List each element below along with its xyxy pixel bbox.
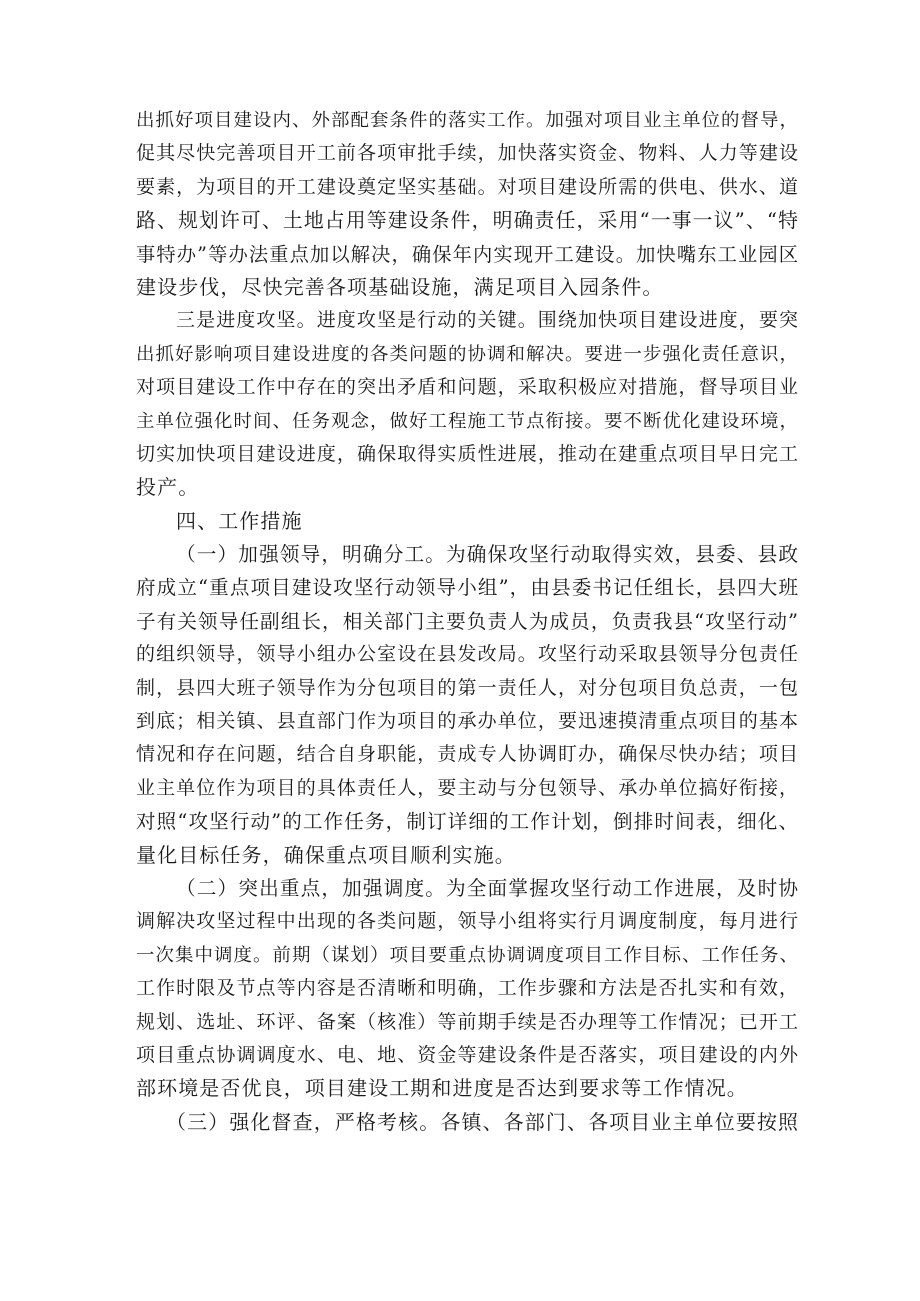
text-line: 对项目建设工作中存在的突出矛盾和问题，采取积极应对措施，督导项目业	[136, 376, 798, 399]
section-heading: 四、工作措施	[176, 508, 303, 533]
text-line: 调解决攻坚过程中出现的各类问题，领导小组将实行月调度制度，每月进行	[136, 910, 798, 933]
text-line: 路、规划许可、土地占用等建设条件，明确责任，采用“一事一议”、“特	[136, 209, 798, 233]
text-line: 出抓好影响项目建设进度的各类问题的协调和解决。要进一步强化责任意识，	[136, 343, 798, 365]
text-line: 切实加快项目建设进度，确保取得实质性进展，推动在建重点项目早日完工	[136, 442, 798, 465]
text-line: 府成立“重点项目建设攻坚行动领导小组”，由县委书记任组长，县四大班	[136, 576, 798, 600]
text-line: 子有关领导任副组长，相关部门主要负责人为成员，负责我县“攻坚行动”	[136, 609, 798, 633]
text-line: 规划、选址、环评、备案（核准）等前期手续是否办理等工作情况；已开工	[136, 1010, 798, 1033]
text-line: 制，县四大班子领导作为分包项目的第一责任人，对分包项目负总责，一包	[136, 676, 798, 699]
paragraph-start-line: （二）突出重点，加强调度。为全面掌握攻坚行动工作进展，及时协	[176, 876, 798, 900]
text-line: 工作时限及节点等内容是否清晰和明确，工作步骤和方法是否扎实和有效，	[136, 977, 798, 1000]
text-line: 对照“攻坚行动”的工作任务，制订详细的工作计划，倒排时间表，细化、	[136, 810, 798, 834]
text-line: 情况和存在问题，结合自身职能，责成专人协调盯办，确保尽快办结；项目	[136, 743, 798, 766]
text-line: 主单位强化时间、任务观念，做好工程施工节点衔接。要不断优化建设环境，	[136, 410, 798, 432]
paragraph-start-line: （三）强化督查，严格考核。各镇、各部门、各项目业主单位要按照	[166, 1109, 798, 1134]
text-line: 事特办”等办法重点加以解决，确保年内实现开工建设。加快嘴东工业园区	[136, 242, 798, 266]
text-line: 部环境是否优良，项目建设工期和进度是否达到要求等工作情况。	[136, 1076, 748, 1101]
paragraph-start-line: （一）加强领导，明确分工。为确保攻坚行动取得实效，县委、县政	[176, 543, 798, 567]
text-line: 一次集中调度。前期（谋划）项目要重点协调调度项目工作目标、工作任务、	[136, 944, 798, 966]
text-line: 业主单位作为项目的具体责任人，要主动与分包领导、承办单位搞好衔接，	[136, 776, 798, 799]
text-line: 量化目标任务，确保重点项目顺利实施。	[136, 842, 516, 867]
text-line: 出抓好项目建设内、外部配套条件的落实工作。加强对项目业主单位的督导，	[136, 110, 798, 131]
text-line: 投产。	[136, 475, 200, 500]
document-page	[136, 104, 798, 1139]
paragraph-start-line: 三是进度攻坚。进度攻坚是行动的关键。围绕加快项目建设进度，要突	[176, 309, 798, 332]
text-line: 促其尽快完善项目开工前各项审批手续，加快落实资金、物料、人力等建设	[136, 142, 798, 165]
text-line: 到底；相关镇、县直部门作为项目的承办单位，要迅速摸清重点项目的基本	[136, 710, 798, 733]
text-line: 的组织领导，领导小组办公室设在县发改局。攻坚行动采取县领导分包责任	[136, 643, 798, 666]
text-line: 建设步伐，尽快完善各项基础设施，满足项目入园条件。	[136, 274, 664, 299]
text-line: 项目重点协调调度水、电、地、资金等建设条件是否落实，项目建设的内外	[136, 1043, 798, 1066]
text-line: 要素，为项目的开工建设奠定坚实基础。对项目建设所需的供电、供水、道	[136, 175, 798, 198]
